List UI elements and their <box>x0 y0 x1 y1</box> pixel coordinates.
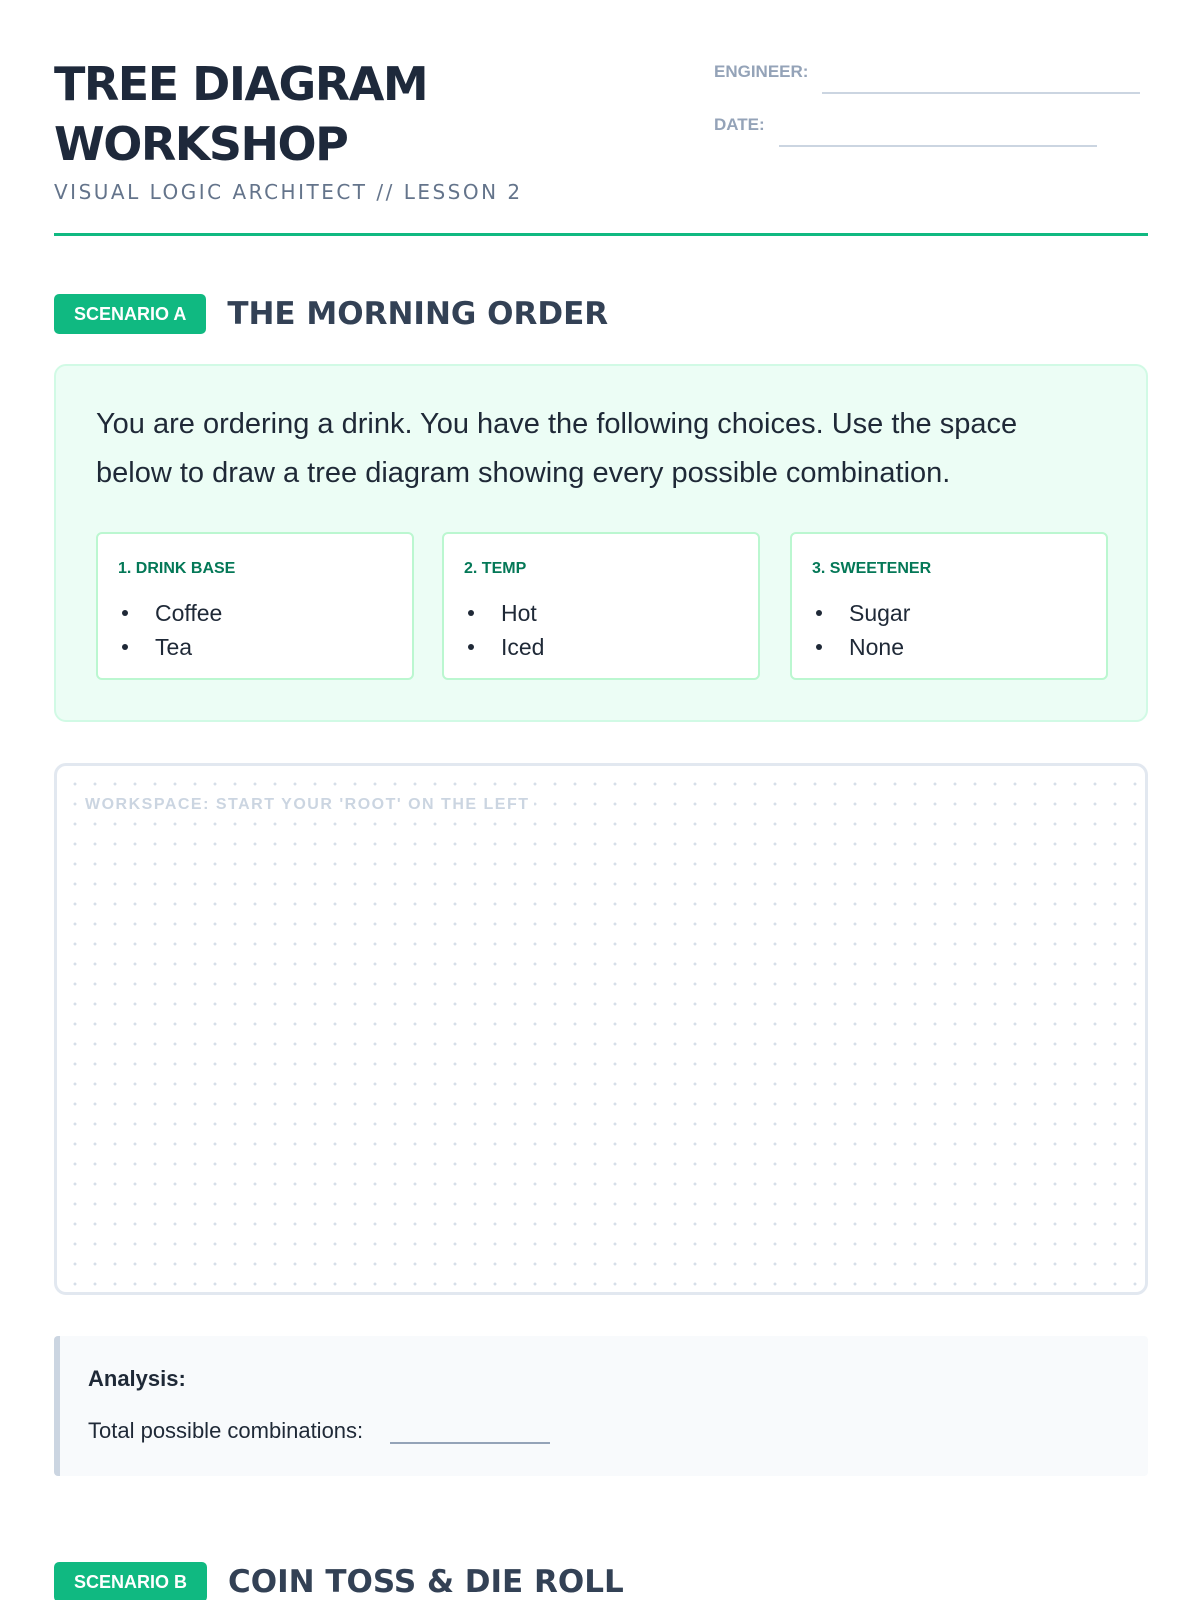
option-item <box>812 630 910 664</box>
scenario-a-workspace[interactable] <box>54 763 1148 1295</box>
option-card-sweetener <box>790 532 1108 680</box>
option-card-title: 1. DRINK BASE <box>118 560 236 577</box>
workspace-label: WORKSPACE: START YOUR 'ROOT' ON THE LEFT <box>85 796 534 814</box>
scenario-b-heading <box>54 1562 624 1600</box>
bullet-icon <box>816 610 822 616</box>
date-row <box>714 107 1148 147</box>
bullet-icon <box>468 610 474 616</box>
scenario-a-heading <box>54 294 608 334</box>
option-item <box>118 630 222 664</box>
scenario-a-prompt: You are ordering a drink. You have the following choices. Use the space below to draw a tree diagram showing every possible combination. <box>96 408 1018 489</box>
header-divider <box>54 233 1148 236</box>
student-info <box>714 54 1148 160</box>
combinations-answer-field[interactable] <box>390 1414 550 1444</box>
option-item-label: Coffee <box>155 600 223 626</box>
option-item-label: Tea <box>155 634 193 660</box>
title-line-2: WORKSHOP <box>54 117 348 171</box>
option-item <box>464 630 544 664</box>
option-card-drink-base <box>96 532 414 680</box>
date-label: DATE: <box>714 115 765 134</box>
option-card-title: 2. TEMP <box>464 560 527 577</box>
combinations-label: Total possible combinations: <box>88 1418 364 1443</box>
date-field[interactable] <box>779 117 1097 147</box>
engineer-label: ENGINEER: <box>714 62 809 81</box>
analysis-row <box>88 1414 550 1444</box>
engineer-row <box>714 54 1148 94</box>
scenario-a-analysis <box>54 1336 1148 1476</box>
bullet-icon <box>122 610 128 616</box>
page-subtitle: VISUAL LOGIC ARCHITECT // LESSON 2 <box>54 180 523 204</box>
title-line-1: TREE DIAGRAM <box>54 57 428 111</box>
option-item <box>812 596 910 630</box>
option-card-temp <box>442 532 760 680</box>
engineer-field[interactable] <box>822 64 1140 94</box>
bullet-icon <box>816 644 822 650</box>
option-item-label: Hot <box>501 600 537 626</box>
option-item-label: Sugar <box>849 600 911 626</box>
option-item <box>464 596 544 630</box>
scenario-a-title: THE MORNING ORDER <box>227 296 609 332</box>
bullet-icon <box>122 644 128 650</box>
option-list <box>118 596 222 664</box>
option-card-title: 3. SWEETENER <box>812 560 932 577</box>
option-item-label: None <box>849 634 904 660</box>
scenario-a-prompt-box <box>54 364 1148 722</box>
option-list <box>812 596 910 664</box>
option-list <box>464 596 544 664</box>
worksheet-header <box>54 54 1148 238</box>
scenario-b-title: COIN TOSS & DIE ROLL <box>228 1564 624 1600</box>
option-item-label: Iced <box>501 634 545 660</box>
scenario-b-badge: SCENARIO B <box>54 1562 207 1600</box>
bullet-icon <box>468 644 474 650</box>
analysis-title: Analysis: <box>88 1366 186 1391</box>
scenario-a-badge: SCENARIO A <box>54 294 206 334</box>
option-item <box>118 596 222 630</box>
